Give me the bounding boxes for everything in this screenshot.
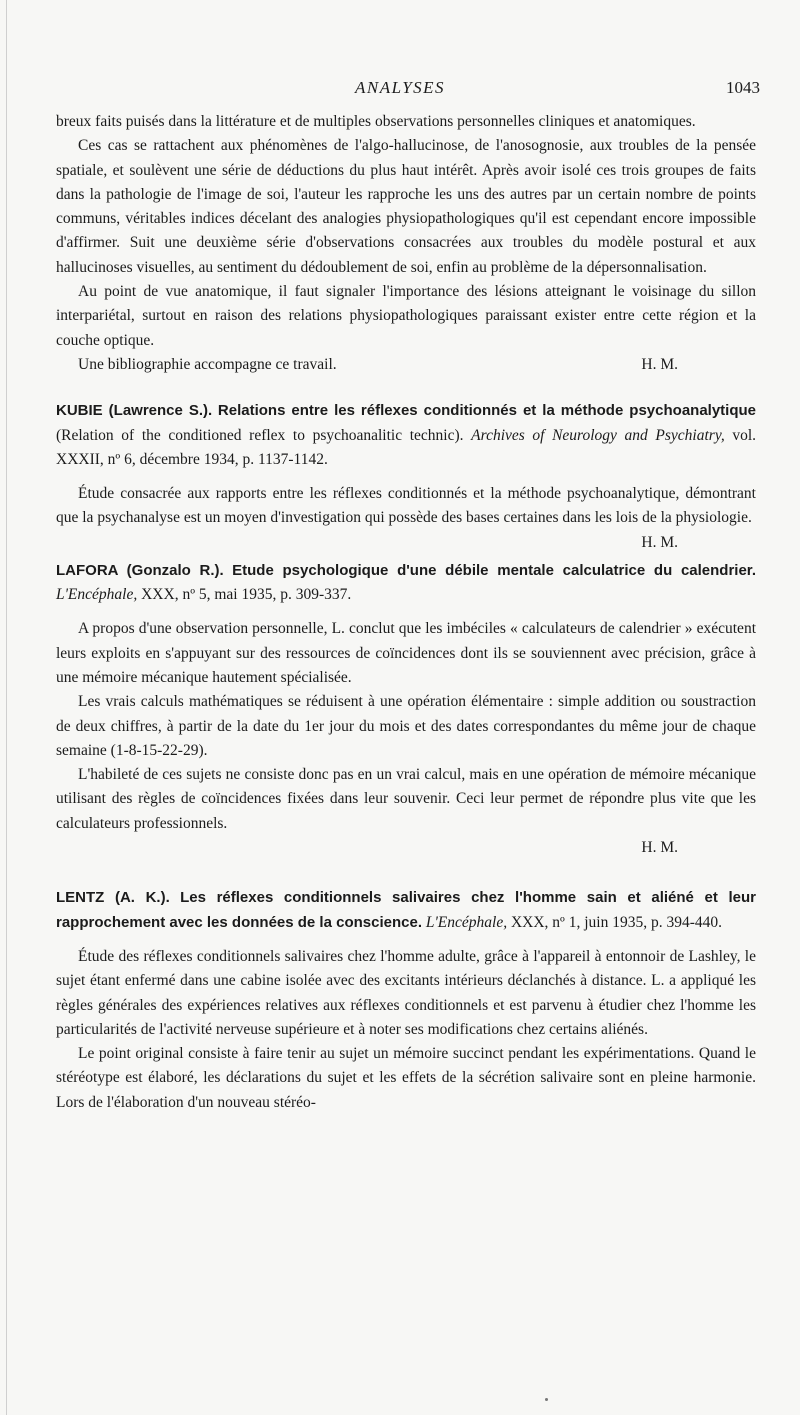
page-header [0, 78, 800, 102]
intro-paragraph-4 [56, 353, 756, 377]
journal-name: L'Encéphale, [56, 586, 138, 604]
citation: XXX, nº 1, juin 1935, p. 394-440. [510, 913, 723, 931]
entry-paragraph-2: Le point original consiste à faire tenir au sujet un mémoire succinct pendant les expérimentations. Quand le stéréotype est élaboré, les déclarations du sujet et les effets de la sécrétion salivaire sont en pleine harmonie. Lors de l'élaboration d'un nouveau stéréo- [56, 1045, 756, 1111]
entry-signature: H. M. [641, 839, 678, 857]
page-speck [545, 1398, 548, 1401]
page-number: 1043 [726, 78, 760, 97]
citation: vol. XXXII, nº 6, décembre 1934, p. 1137-1142. [56, 426, 757, 468]
review-entry-kubie [56, 399, 757, 551]
entry-signature: H. M. [641, 533, 678, 551]
entry-paragraph-1: Étude des réflexes conditionnels salivaires chez l'homme adulte, grâce à l'appareil à entonnoir de Lashley, le sujet étant enfermé dans une cabine isolée avec des excitants intérieurs déclanchés à distance. L. a appliqué les règles générales des expériences relatives aux réflexes conditionnels et est parvenu à étudier chez l'homme les particularités de l'activité nerveuse supérieure et à noter ses modifications chez certains aliénés. [56, 947, 756, 1038]
entry-paragraph-1: A propos d'une observation personnelle, L. conclut que les imbéciles « calculateurs de calendrier » exécutent leurs exploits en s'appuyant sur des ressources de coïncidences dont ils se souviennent avec précision, grâce à une mémoire mécanique hautement spécialisée. [56, 620, 756, 686]
journal-name: Archives of Neurology and Psychiatry, [471, 426, 725, 444]
citation: XXX, nº 5, mai 1935, p. 309-337. [141, 586, 352, 604]
entry-title: Les réflexes conditionnels salivaires chez l'homme sain et aliéné et leur rapprochement avec les données de la conscience. [56, 889, 757, 931]
review-entry-lentz [56, 886, 756, 1115]
entry-title: Relations entre les réflexes conditionnés et la méthode psychoanalytique [217, 402, 757, 420]
intro-paragraph-2: Ces cas se rattachent aux phénomènes de l'algo-hallucinose, de l'anosognosie, aux troubles de la pensée spatiale, et soulèvent une série de déductions du plus haut intérêt. Après avoir isolé ces trois groupes de faits dans la pathologie de l'image de soi, l'auteur les rapproche les uns des autres par un certain nombre de points communs, véritables indices décelant des analogies physiopathologiques qu'il est cependant encore impossible d'affirmer. Suit une deuxième série d'observations consacrées aux troubles du modèle postural et aux hallucinoses visuelles, au sentiment du dédoublement de soi, enfin au problème de la dépersonnalisation. [56, 137, 756, 276]
entry-paragraph-3: L'habileté de ces sujets ne consiste donc pas en un vrai calcul, mais en une opération de mémoire mécanique utilisant des règles de coïncidences fixées dans leur souvenir. Ceci leur permet de répondre plus vite que les calculateurs professionnels. [56, 766, 756, 832]
review-entry-lafora [56, 559, 756, 861]
running-title: ANALYSES [354, 78, 446, 97]
intro-paragraph-3: Au point de vue anatomique, il faut signaler l'importance des lésions atteignant le voisinage du sillon interpariétal, surtout en raison des relations physiopathologiques paraissant exister entre cette région et la couche optique. [56, 283, 756, 349]
intro-signature: H. M. [641, 355, 678, 373]
intro-paragraph-1: breux faits puisés dans la littérature et de multiples observations personnelles cliniques et anatomiques. [56, 113, 696, 130]
text-column [56, 110, 756, 1115]
author-name: LENTZ (A. K.). [56, 889, 170, 907]
entry-subtitle: (Relation of the conditioned reflex to psychoanalitic technic). [56, 426, 464, 444]
entry-paragraph-2: Les vrais calculs mathématiques se réduisent à une opération élémentaire : simple addition ou soustraction de deux chiffres, à partir de la date du 1er jour du mois et des dates correspondantes du même jour de chaque semaine (1-8-15-22-29). [56, 693, 756, 759]
entry-paragraph: Étude consacrée aux rapports entre les réflexes conditionnés et la méthode psychoanalytique, démontrant que la psychanalyse est un moyen d'investigation qui possède des bases certaines dans les lois de la physiologie. H. M. [56, 482, 756, 531]
author-name: KUBIE (Lawrence S.). [56, 402, 213, 420]
page-edge-line [6, 0, 7, 1415]
entry-heading [56, 559, 756, 608]
author-name: LAFORA (Gonzalo R.). [56, 561, 224, 579]
entry-heading [56, 399, 756, 472]
journal-name: L'Encéphale, [425, 913, 508, 931]
intro-paragraph-4-text: Une bibliographie accompagne ce travail. [78, 355, 337, 373]
entry-heading [56, 886, 756, 935]
entry-title: Etude psychologique d'une débile mentale calculatrice du calendrier. [232, 561, 756, 579]
